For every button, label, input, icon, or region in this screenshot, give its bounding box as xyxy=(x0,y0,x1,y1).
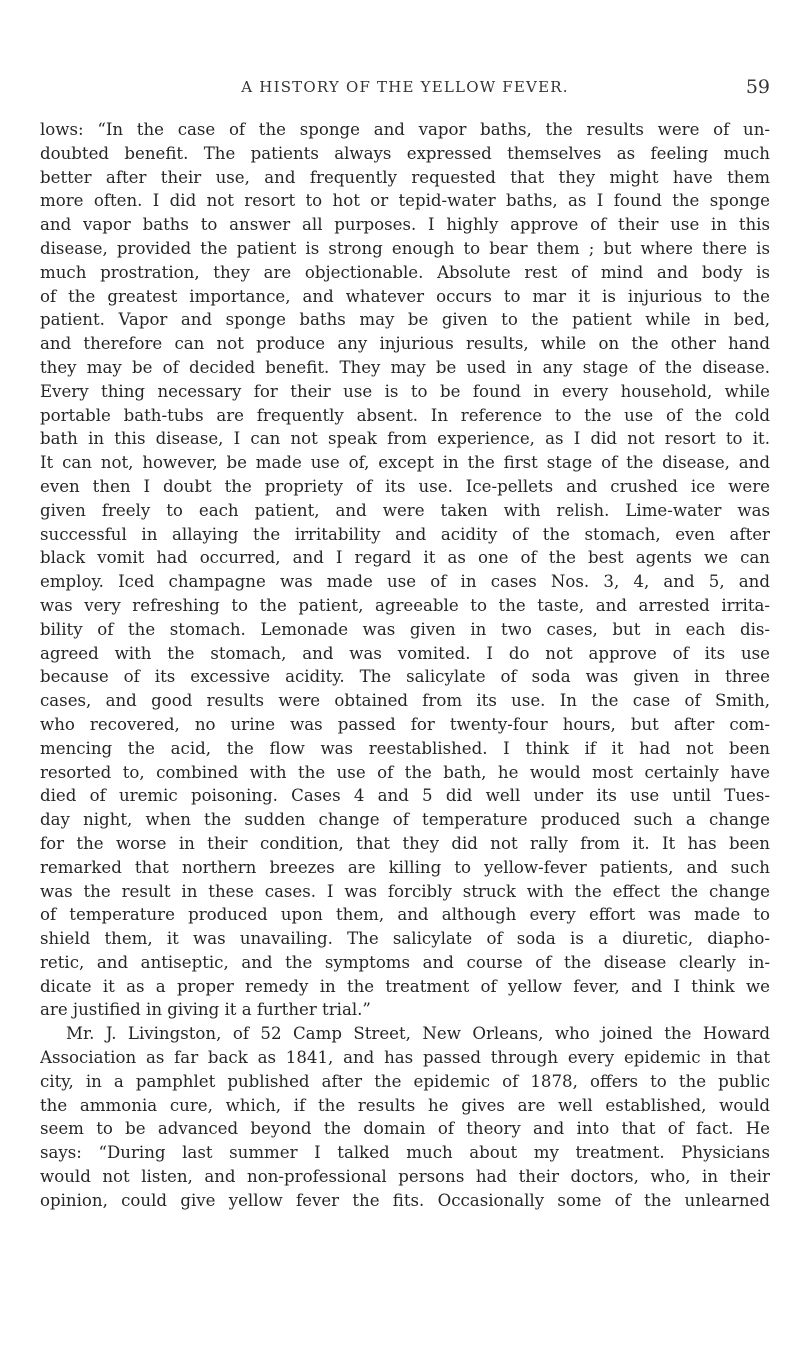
text-line: and vapor baths to answer all purposes. I highly approve of their use in this xyxy=(40,215,770,235)
text-line: agreed with the stomach, and was vomited. I do not approve of its use xyxy=(40,643,770,663)
text-line: they may be of decided benefit. They may be used in any stage of the disease. xyxy=(40,357,770,377)
text-line: much prostration, they are objectionable. Absolute rest of mind and body is xyxy=(40,262,770,282)
body-text xyxy=(40,118,770,1213)
text-line: resorted to, combined with the use of the bath, he would most certainly have xyxy=(40,762,770,782)
text-line: city, in a pamphlet published after the epidemic of 1878, offers to the public xyxy=(40,1071,770,1091)
text-line: bility of the stomach. Lemonade was given in two cases, but in each dis- xyxy=(40,619,770,639)
text-line: retic, and antiseptic, and the symptoms and course of the disease clearly in- xyxy=(40,952,770,972)
text-line: portable bath-tubs are frequently absent. In reference to the use of the cold xyxy=(40,405,770,425)
text-line: Every thing necessary for their use is to be found in every household, while xyxy=(40,381,770,401)
text-line: would not listen, and non-professional persons had their doctors, who, in their xyxy=(40,1167,770,1187)
text-line: of the greatest importance, and whatever occurs to mar it is injurious to the xyxy=(40,286,770,306)
text-line: who recovered, no urine was passed for twenty-four hours, but after com- xyxy=(40,714,770,734)
text-line: shield them, it was unavailing. The salicylate of soda is a diuretic, diapho- xyxy=(40,929,770,949)
text-line: mencing the acid, the flow was reestablished. I think if it had not been xyxy=(40,738,770,758)
text-line: more often. I did not resort to hot or tepid-water baths, as I found the sponge xyxy=(40,191,770,211)
text-line: day night, when the sudden change of temperature produced such a change xyxy=(40,810,770,830)
text-line: even then I doubt the propriety of its use. Ice-pellets and crushed ice were xyxy=(40,476,770,496)
text-line: Association as far back as 1841, and has passed through every epidemic in that xyxy=(40,1048,770,1068)
text-line: Mr. J. Livingston, of 52 Camp Street, New Orleans, who joined the Howard xyxy=(66,1024,770,1044)
text-line: dicate it as a proper remedy in the treatment of yellow fever, and I think we xyxy=(40,976,770,996)
text-line: employ. Iced champagne was made use of in cases Nos. 3, 4, and 5, and xyxy=(40,572,770,592)
page-number: 59 xyxy=(745,76,770,98)
text-line: was the result in these cases. I was forcibly struck with the effect the change xyxy=(40,881,770,901)
text-line: of temperature produced upon them, and although every effort was made to xyxy=(40,905,770,925)
text-line: doubted benefit. The patients always expressed themselves as feeling much xyxy=(40,143,770,163)
text-line: bath in this disease, I can not speak from experience, as I did not resort to it. xyxy=(40,429,770,449)
text-line: better after their use, and frequently requested that they might have them xyxy=(40,167,770,187)
text-line: because of its excessive acidity. The salicylate of soda was given in three xyxy=(40,667,770,687)
text-line: was very refreshing to the patient, agreeable to the taste, and arrested irrita- xyxy=(40,595,770,615)
text-line: cases, and good results were obtained from its use. In the case of Smith, xyxy=(40,691,770,711)
page-header xyxy=(40,78,770,104)
text-line: opinion, could give yellow fever the fits. Occasionally some of the unlearned xyxy=(40,1190,770,1210)
text-line: seem to be advanced beyond the domain of theory and into that of fact. He xyxy=(40,1119,770,1139)
text-line: are justified in giving it a further trial.” xyxy=(40,1000,371,1020)
running-head: A HISTORY OF THE YELLOW FEVER. xyxy=(241,78,569,96)
text-line: disease, provided the patient is strong enough to bear them ; but where there is xyxy=(40,238,770,258)
text-line: and therefore can not produce any injurious results, while on the other hand xyxy=(40,334,770,354)
text-line: the ammonia cure, which, if the results he gives are well established, would xyxy=(40,1095,770,1115)
text-line: successful in allaying the irritability and acidity of the stomach, even after xyxy=(40,524,770,544)
text-line: remarked that northern breezes are killing to yellow-fever patients, and such xyxy=(40,857,770,877)
text-line: patient. Vapor and sponge baths may be given to the patient while in bed, xyxy=(40,310,770,330)
text-line: given freely to each patient, and were taken with relish. Lime-water was xyxy=(40,500,770,520)
text-line: black vomit had occurred, and I regard it as one of the best agents we can xyxy=(40,548,770,568)
text-line: lows: “In the case of the sponge and vapor baths, the results were of un- xyxy=(40,120,770,139)
text-line: says: “During last summer I talked much about my treatment. Physicians xyxy=(40,1143,770,1163)
text-line: died of uremic poisoning. Cases 4 and 5 did well under its use until Tues- xyxy=(40,786,770,806)
text-line: It can not, however, be made use of, except in the first stage of the disease, and xyxy=(40,453,770,473)
text-line: for the worse in their condition, that they did not rally from it. It has been xyxy=(40,833,770,853)
